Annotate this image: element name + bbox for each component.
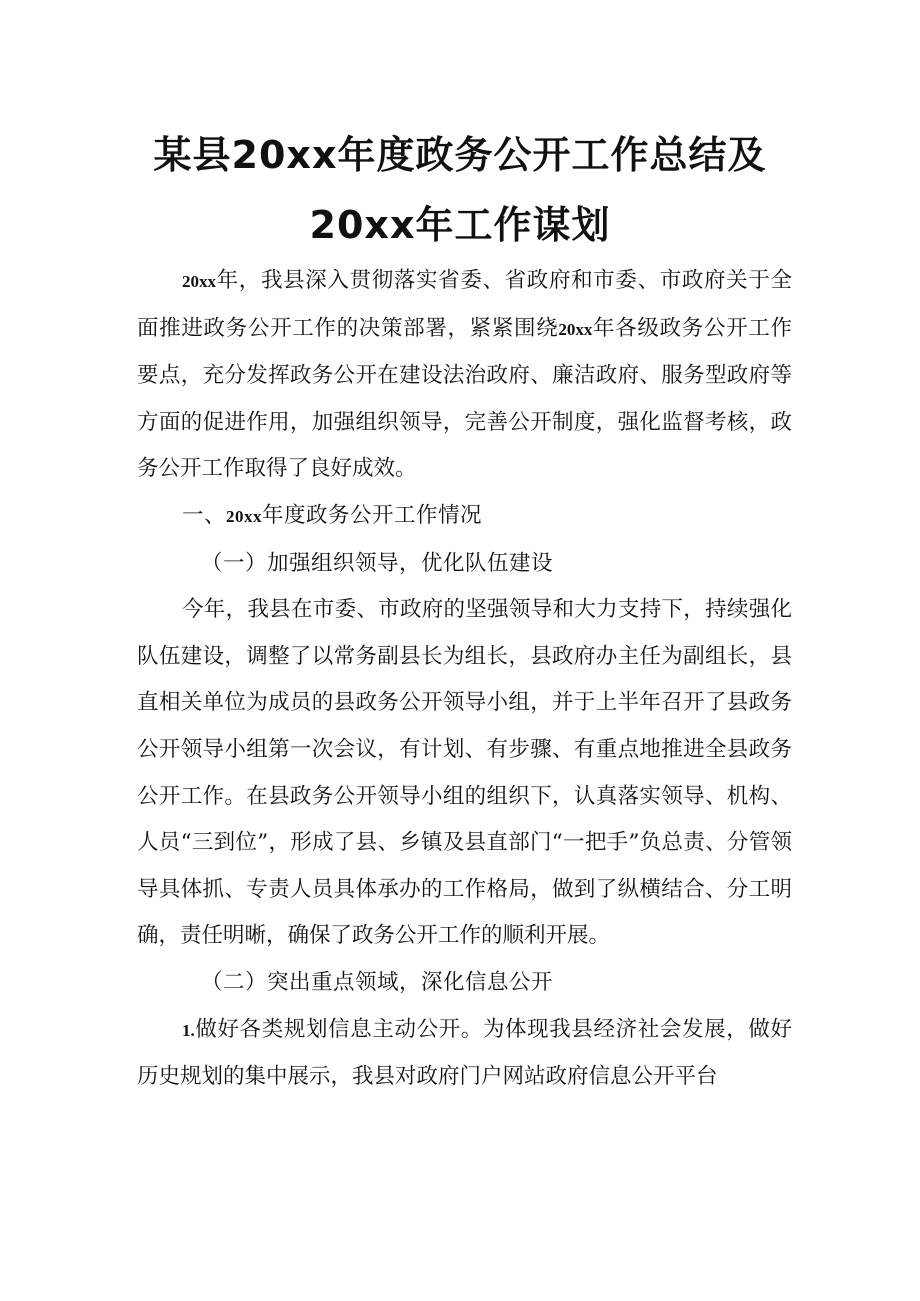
body-paragraph-2	[137, 1007, 792, 1101]
body-text: 做好各类规划信息主动公开。为体现我县经济社会发展，做好历史规划的集中展示，我县对政府门户网站政府信息公开平台	[137, 1016, 792, 1090]
heading-text: （二）突出重点领域，深化信息公开	[201, 969, 554, 995]
document-title-line1: 某县20xx年度政务公开工作总结及	[153, 133, 767, 177]
body-text: 年，我县深入贯彻落实省委、省政府和市委、市政府关于全面推进政务公开工作的决策部署，紧紧围绕	[137, 268, 792, 341]
year-text: 20xx	[226, 506, 263, 526]
list-number: 1.	[182, 1020, 195, 1040]
subsection-heading-1	[137, 541, 792, 588]
document-body	[137, 258, 792, 1101]
heading-text: 一、	[182, 502, 227, 528]
body-paragraph-1	[137, 587, 792, 960]
document-title-line2: 20xx年工作谋划	[309, 203, 611, 247]
year-text: 20xx	[182, 272, 216, 291]
heading-text: （一）加强组织领导，优化队伍建设	[201, 550, 554, 576]
subsection-heading-2	[137, 960, 792, 1007]
section-heading-1	[137, 493, 792, 541]
year-text: 20xx	[558, 319, 593, 339]
heading-text: 年度政务公开工作情况	[262, 502, 483, 528]
intro-paragraph	[137, 258, 792, 493]
body-text: 今年，我县在市委、市政府的坚强领导和大力支持下，持续强化队伍建设，调整了以常务副县长为组长，县政府办主任为副组长，县直相关单位为成员的县政务公开领导小组，并于上半年召开了县政务公开领导小组第一次会议，有计划、有步骤、有重点地推进全县政务公开工作。在县政务公开领导小组的组织下，认真落实领导、机构、人员“三到位”，形成了县、乡镇及县直部门“一把手”负总责、分管领导具体抓、专责人员具体承办的工作格局，做到了纵横结合、分工明确，责任明晰，确保了政务公开工作的顺利开展。	[137, 597, 792, 949]
body-text: 年各级政务公开工作要点，充分发挥政务公开在建设法治政府、廉洁政府、服务型政府等方面的促进作用，加强组织领导，完善公开制度，强化监督考核，政务公开工作取得了良好成效。	[137, 315, 792, 482]
